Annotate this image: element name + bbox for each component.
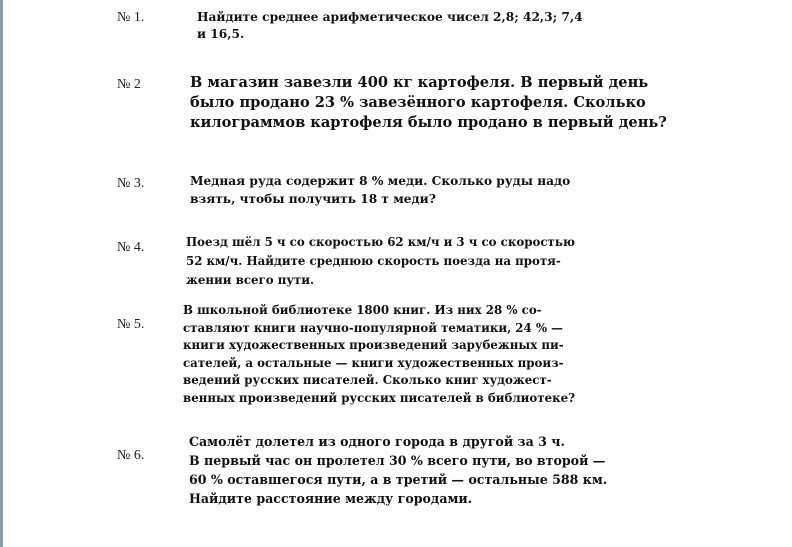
line: Поезд шёл 5 ч со скоростью 62 км/ч и 3 ч со скоростью: [186, 235, 575, 249]
line: Медная руда содержит 8 % меди. Сколько руды надо: [190, 174, 571, 188]
problem-6-number: № 6.: [117, 448, 145, 463]
line: сателей, а остальные — книги художественных произ-: [183, 355, 564, 370]
problem-5-number: № 5.: [117, 317, 145, 332]
problem-4-text: [186, 233, 575, 290]
line: В первый час он пролетел 30 % всего пути, во второй —: [189, 453, 606, 468]
problem-5-text: [183, 302, 575, 408]
line: ведений русских писателей. Сколько книг художест-: [183, 373, 552, 388]
problem-1-number: № 1.: [117, 10, 145, 25]
line: было продано 23 % завезённого картофеля. Сколько: [190, 94, 646, 111]
line: жении всего пути.: [186, 273, 315, 287]
line: килограммов картофеля было продано в первый день?: [190, 114, 667, 131]
window-edge: [0, 0, 3, 547]
problem-2-number: № 2: [117, 77, 141, 92]
line: В магазин завезли 400 кг картофеля. В первый день: [190, 74, 649, 91]
problem-4-number: № 4.: [117, 240, 145, 255]
problem-2-text: [190, 73, 667, 133]
line: венных произведений русских писателей в библиотеке?: [183, 390, 576, 405]
line: книги художественных произведений зарубежных пи-: [183, 338, 564, 353]
line: Найдите расстояние между городами.: [189, 491, 473, 506]
line: Найдите среднее арифметическое чисел 2,8; 42,3; 7,4: [197, 10, 583, 24]
problem-1-text: [197, 9, 583, 43]
problem-3-text: [190, 172, 570, 208]
problem-3-number: № 3.: [117, 176, 145, 191]
line: Самолёт долетел из одного города в другой за 3 ч.: [189, 434, 565, 449]
problem-6-text: [189, 432, 607, 508]
line: ставляют книги научно-популярной тематики, 24 % —: [183, 320, 563, 335]
line: 52 км/ч. Найдите среднюю скорость поезда на протя-: [186, 254, 561, 268]
line: 60 % оставшегося пути, а в третий — остальные 588 км.: [189, 472, 608, 487]
line: В школьной библиотеке 1800 книг. Из них 28 % со-: [183, 303, 542, 317]
line: взять, чтобы получить 18 т меди?: [190, 192, 436, 206]
line: и 16,5.: [197, 27, 245, 41]
